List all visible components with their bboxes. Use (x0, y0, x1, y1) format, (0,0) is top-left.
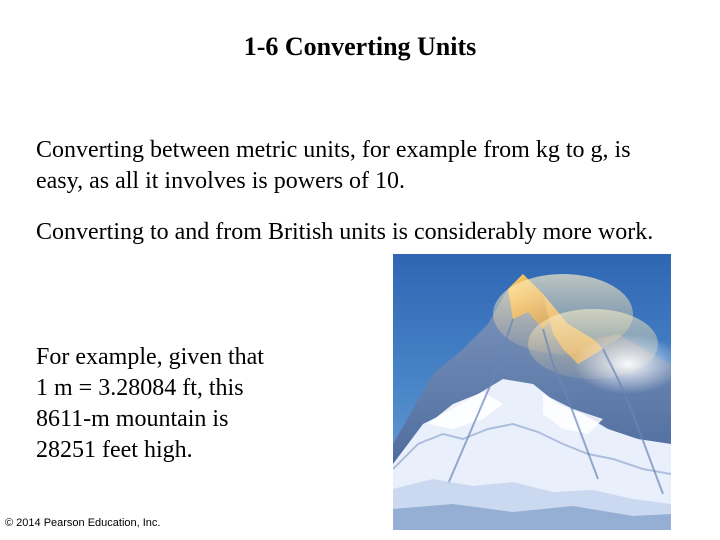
example-line: 1 m = 3.28084 ft, this (36, 375, 244, 401)
mountain-photo (393, 254, 671, 530)
slide-title: 1-6 Converting Units (243, 32, 477, 61)
copyright-notice: © 2014 Pearson Education, Inc. (5, 517, 161, 529)
paragraph-british-conversion: Converting to and from British units is considerably more work. (36, 219, 654, 245)
example-line: For example, given that (36, 344, 264, 370)
paragraph-example (36, 342, 336, 466)
paragraph-metric-conversion: Converting between metric units, for example from kg to g, is easy, as all it involves is powers of 10. (36, 137, 631, 194)
example-line: 28251 feet high. (36, 437, 193, 463)
example-line: 8611-m mountain is (36, 406, 229, 432)
